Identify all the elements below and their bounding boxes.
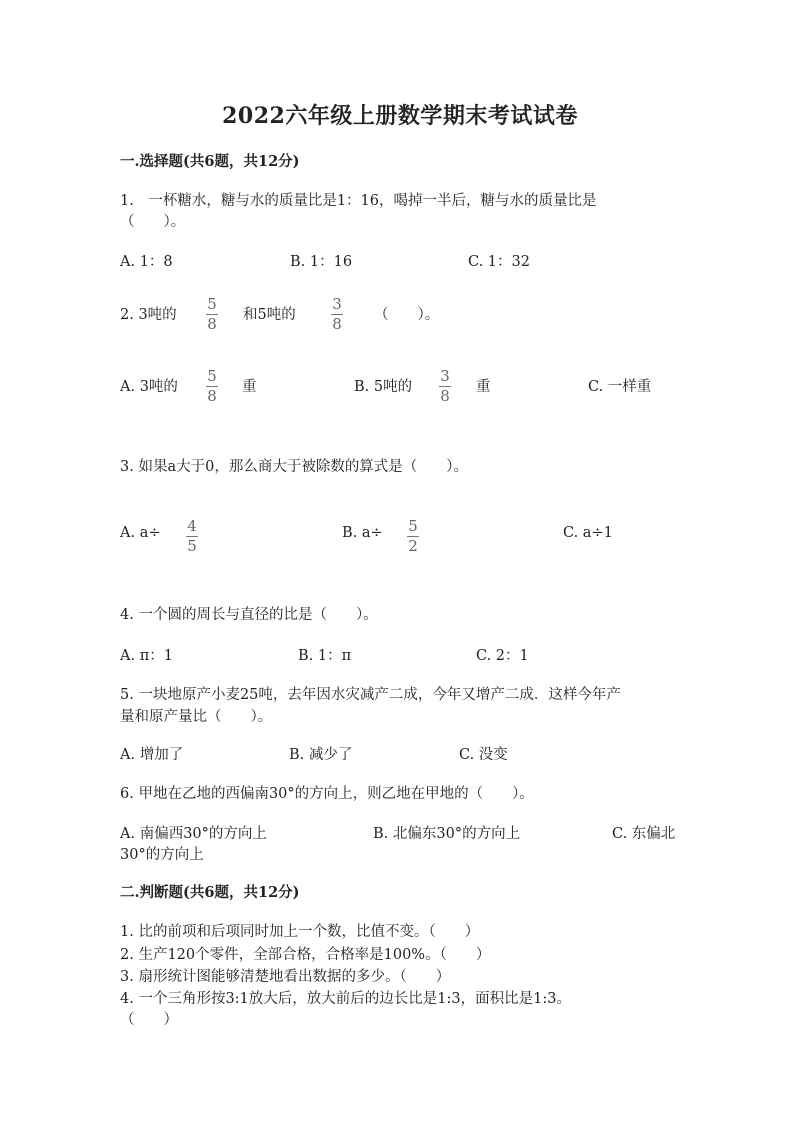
section-heading-judgment: 二.判断题(共6题，共12分) (120, 884, 300, 901)
page-title: 2022六年级上册数学期末考试试卷 (222, 103, 578, 129)
q2-option-a-fraction (204, 368, 220, 405)
q6-option-c-line1: C. 东偏北 (612, 826, 676, 842)
q2-option-a-fraction-denominator: 8 (207, 387, 217, 405)
q6-option-b: B. 北偏东30°的方向上 (373, 826, 521, 842)
q1-text-line1: 1. 一杯糖水，糖与水的质量比是1：16，喝掉一半后，糖与水的质量比是 (120, 193, 597, 209)
q3-text: 3. 如果a大于0，那么商大于被除数的算式是（ ）。 (120, 459, 469, 475)
q5-option-a: A. 增加了 (120, 747, 184, 763)
q2-fraction-2 (329, 296, 345, 333)
q2-option-a-prefix: A. 3吨的 (120, 379, 178, 395)
q1-option-b: B. 1：16 (290, 254, 353, 270)
q4-text: 4. 一个圆的周长与直径的比是（ ）。 (120, 607, 378, 623)
q3-option-b-fraction-denominator: 2 (408, 537, 418, 555)
q6-option-a: A. 南偏西30°的方向上 (120, 826, 267, 842)
q4-option-c: C. 2：1 (476, 648, 529, 664)
q3-option-b-prefix: B. a÷ (342, 525, 383, 541)
q2-fraction-1 (204, 296, 220, 333)
q2-middle-text: 和5吨的 (243, 307, 296, 323)
q3-option-b-fraction (405, 518, 421, 555)
q2-fraction-2-denominator: 8 (332, 315, 342, 333)
q3-option-a-fraction-denominator: 5 (187, 537, 197, 555)
q4-option-a: A. π：1 (120, 648, 173, 664)
q2-option-a-fraction-numerator: 5 (207, 367, 217, 385)
q1-option-c: C. 1：32 (468, 254, 530, 270)
judgment-item-4-answer: （ ） (120, 1012, 178, 1028)
judgment-item-2: 2. 生产120个零件，全部合格，合格率是100%。（ ） (120, 947, 491, 963)
section-heading-choice: 一.选择题(共6题，共12分) (120, 153, 300, 170)
q2-option-b-fraction (437, 368, 453, 405)
q2-option-b-fraction-denominator: 8 (440, 387, 450, 405)
q4-option-b: B. 1：π (298, 648, 352, 664)
q2-option-b-fraction-numerator: 3 (440, 367, 450, 385)
judgment-item-3: 3. 扇形统计图能够清楚地看出数据的多少。（ ） (120, 969, 451, 985)
q2-option-b-prefix: B. 5吨的 (354, 379, 413, 395)
q1-option-a: A. 1：8 (120, 254, 173, 270)
q3-option-a-fraction (184, 518, 200, 555)
q6-option-c-line2: 30°的方向上 (120, 847, 204, 863)
q5-text-line2: 量和原产量比（ ）。 (120, 709, 273, 725)
q2-option-a-suffix: 重 (242, 379, 257, 395)
q3-option-c: C. a÷1 (563, 525, 613, 541)
q3-option-b-fraction-numerator: 5 (408, 517, 418, 535)
q3-option-a-prefix: A. a÷ (120, 525, 161, 541)
q5-option-c: C. 没变 (459, 747, 508, 763)
judgment-item-1: 1. 比的前项和后项同时加上一个数，比值不变。（ ） (120, 924, 480, 940)
judgment-item-4: 4. 一个三角形按3:1放大后，放大前后的边长比是1:3，面积比是1:3。 (120, 991, 571, 1007)
q1-text-line2: （ ）。 (120, 214, 186, 230)
q2-suffix: （ ）。 (374, 307, 440, 323)
q2-option-b-suffix: 重 (476, 379, 491, 395)
q2-fraction-2-numerator: 3 (332, 295, 342, 313)
q5-option-b: B. 减少了 (289, 747, 353, 763)
q5-text-line1: 5. 一块地原产小麦25吨，去年因水灾减产二成，今年又增产二成．这样今年产 (120, 687, 621, 703)
q2-fraction-1-denominator: 8 (207, 315, 217, 333)
q2-prefix: 2. 3吨的 (120, 307, 177, 323)
q6-text: 6. 甲地在乙地的西偏南30°的方向上，则乙地在甲地的（ ）。 (120, 786, 534, 802)
q2-option-c: C. 一样重 (588, 379, 652, 395)
q3-option-a-fraction-numerator: 4 (187, 517, 197, 535)
q2-fraction-1-numerator: 5 (207, 295, 217, 313)
